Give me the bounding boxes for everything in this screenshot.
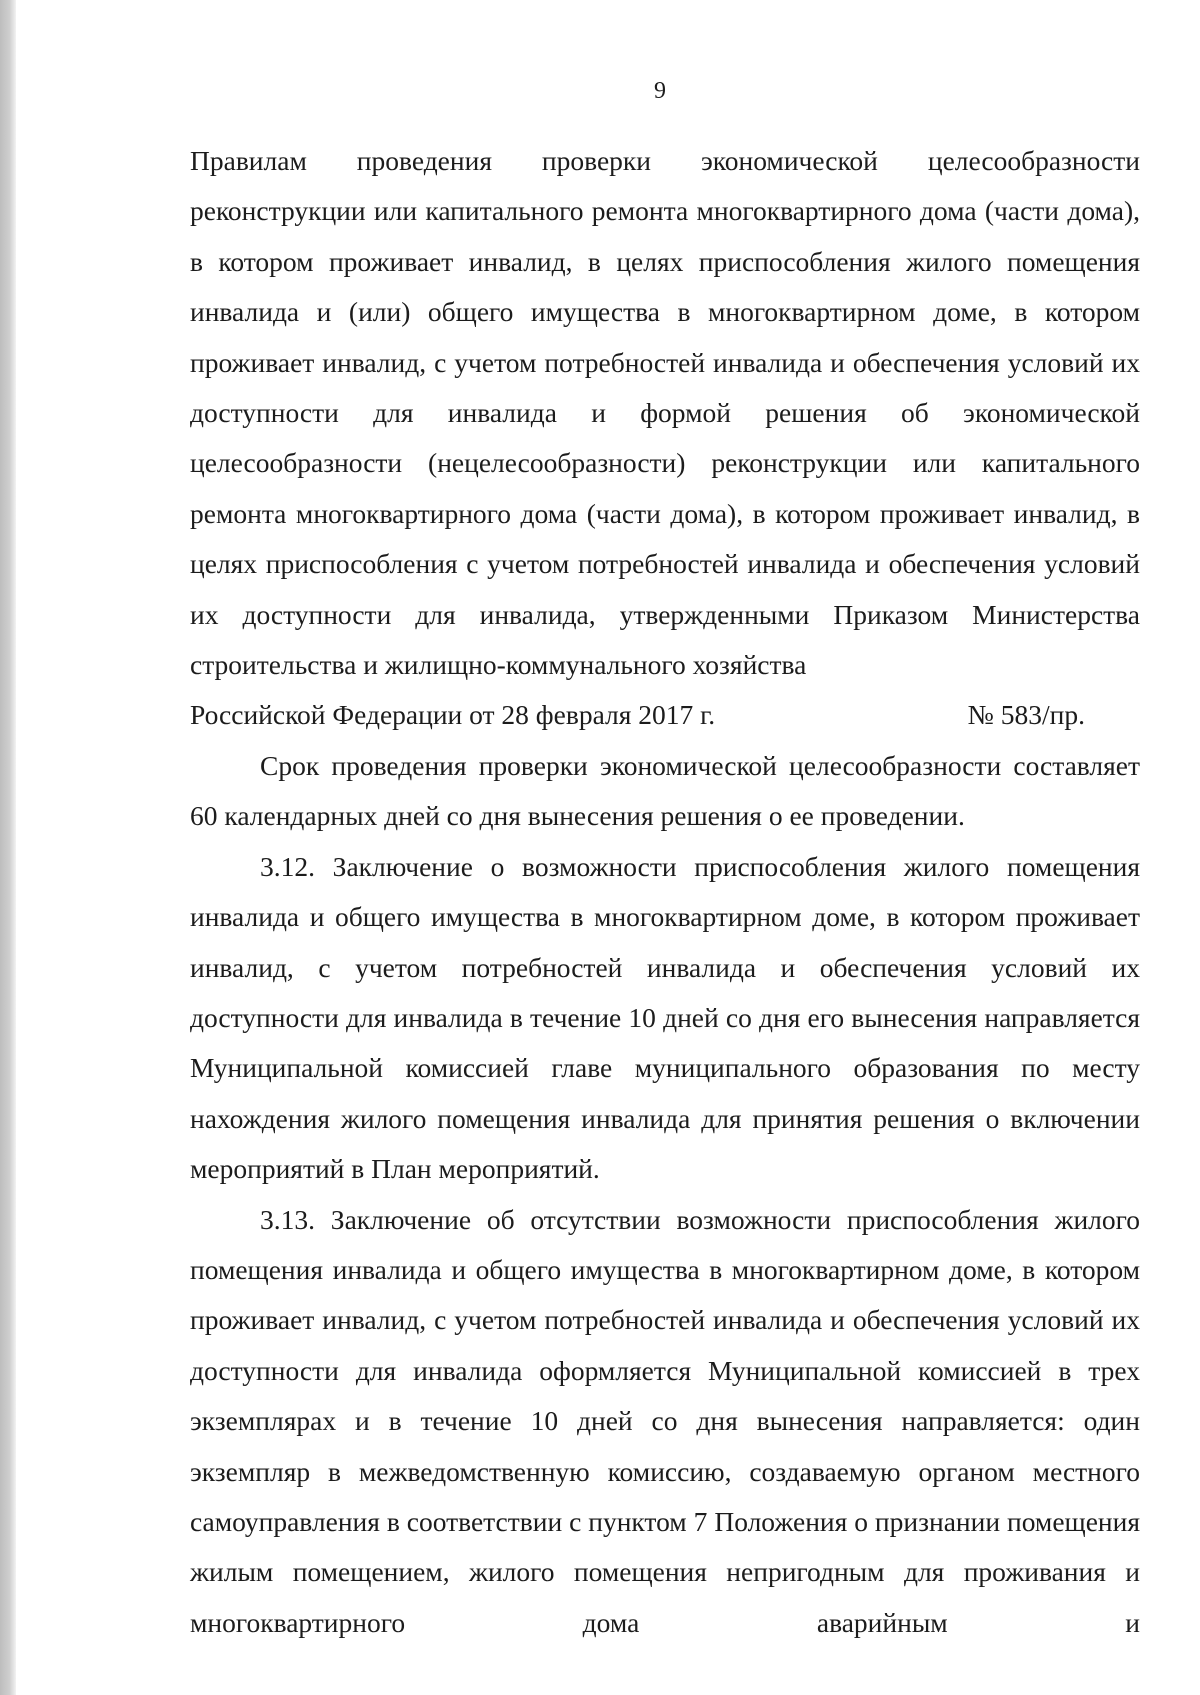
paragraph-3-12: 3.12. Заключение о возможности приспособления жилого помещения инвалида и общего имущества в многоквартирном доме, в котором проживает инвалид, с учетом потребностей инвалида и обеспечения условий их доступности для инвалида в течение 10 дней со дня его вынесения направляется Муниципальной комиссией главе муниципального образования по месту нахождения жилого помещения инвалида для принятия решения о включении мероприятий в План мероприятий. — [190, 850, 1140, 1185]
scan-edge — [0, 0, 16, 1695]
paragraph-rules-reference: Правилам проведения проверки экономической целесообразности реконструкции или капитального ремонта многоквартирного дома (части дома), в котором проживает инвалид, в целях приспособления жилого помещения инвалида и (или) общего имущества в многоквартирном доме, в котором проживает инвалид, с учетом потребностей инвалида и обеспечения условий их доступности для инвалида и формой решения об экономической целесообразности (нецелесообразности) реконструкции или капитального ремонта многоквартирного дома (части дома), в котором проживает инвалид, в целях приспособления с учетом потребностей инвалида и обеспечения условий их доступности для инвалида, утвержденными Приказом Министерства строительства и жилищно-коммунального хозяйства — [190, 145, 1140, 681]
paragraph-3-13: 3.13. Заключение об отсутствии возможности приспособления жилого помещения инвалида и общего имущества в многоквартирном доме, в котором проживает инвалид, с учетом потребностей инвалида и обеспечения условий их доступности для инвалида оформляется Муниципальной комиссией в трех экземплярах и в течение 10 дней со дня вынесения направляется: один экземпляр в межведомственную комиссию, создаваемую органом местного самоуправления в соответствии с пунктом 7 Положения о признании помещения жилым помещением, жилого помещения непригодным для проживания и многоквартирного дома аварийным и — [190, 1203, 1140, 1638]
document-body — [190, 136, 1140, 1648]
order-number: № 583/пр. — [967, 699, 1085, 731]
paragraph-check-period: Срок проведения проверки экономической целесообразности составляет 60 календарных дней со дня вынесения решения о ее проведении. — [190, 749, 1140, 832]
order-date: Российской Федерации от 28 февраля 2017 г. — [190, 699, 716, 731]
paragraph-rules-reference-last-line — [190, 690, 1085, 740]
page-number: 9 — [654, 78, 666, 104]
